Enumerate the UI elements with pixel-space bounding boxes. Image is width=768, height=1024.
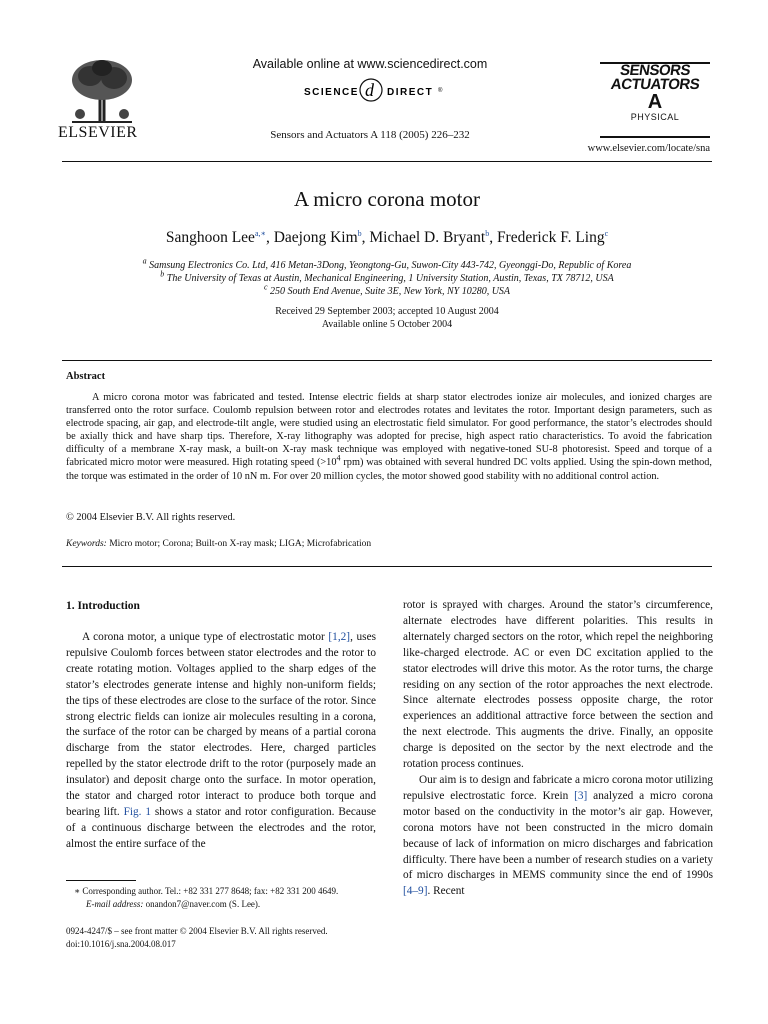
footnote-rule	[66, 880, 136, 881]
elsevier-tree-logo	[62, 56, 142, 124]
section-heading-introduction: 1. Introduction	[66, 600, 140, 612]
article-title: A micro corona motor	[293, 187, 481, 211]
citation-link[interactable]: [4–9]	[403, 885, 428, 898]
journal-url[interactable]: www.elsevier.com/locate/sna	[587, 143, 710, 154]
journal-logo-actuators: ACTUATORS	[609, 76, 701, 93]
body-column-right	[403, 598, 713, 900]
abstract-copyright: © 2004 Elsevier B.V. All rights reserved.	[66, 512, 236, 523]
sd-logo-right-text: DIRECT	[387, 87, 434, 98]
citation-link[interactable]: [1,2]	[328, 631, 351, 643]
abstract-bottom-rule	[62, 566, 712, 567]
abstract-heading: Abstract	[66, 371, 106, 382]
publisher-name: ELSEVIER	[58, 124, 138, 141]
author-name: Michael D. Bryant	[369, 229, 486, 246]
affiliation-a: $^a$ Samsung Electronics Co. Ltd, 416 Metan-3Dong, Yeongtong-Gu, Suwon-City 443-742, Gyeonggi-Do, Republic of Korea	[142, 256, 632, 271]
author-affiliation-mark[interactable]: c	[604, 228, 609, 238]
keywords-list: Micro motor; Corona; Built-on X-ray mask; LIGA; Microfabrication	[109, 539, 372, 549]
author-list: Sanghoon Lee$^{a,∗}$, Daejong Kim$^b$, Michael D. Bryant$^b$, Frederick F. Ling$^c$	[165, 228, 609, 246]
svg-text:®: ®	[438, 88, 443, 94]
available-date: Available online 5 October 2004	[321, 319, 453, 330]
email-address[interactable]: onandon7@naver.com (S. Lee).	[145, 899, 261, 909]
doi-line[interactable]: doi:10.1016/j.sna.2004.08.017	[66, 939, 176, 949]
front-matter	[66, 925, 328, 951]
svg-text:d: d	[365, 80, 374, 100]
journal-logo-sensors: SENSORS	[618, 62, 692, 79]
journal-logo-physical: PHYSICAL	[630, 112, 680, 122]
issn-line: 0924-4247/$ – see front matter © 2004 Elsevier B.V. All rights reserved.	[66, 926, 328, 936]
author-affiliation-mark[interactable]: b	[485, 228, 490, 238]
affiliation-c: $^c$ 250 South End Avenue, Suite 3E, New York, NY 10280, USA	[263, 282, 511, 297]
email-note	[66, 898, 260, 910]
header-rule	[62, 161, 712, 162]
email-label: E-mail address:	[86, 899, 144, 909]
author-name: Sanghoon Lee	[165, 229, 255, 246]
sensors-actuators-journal-logo	[600, 62, 710, 138]
journal-logo-section: A	[647, 91, 663, 113]
citation-link[interactable]: [3]	[574, 789, 588, 802]
keywords	[66, 539, 371, 549]
sd-logo-left-text: SCIENCE	[304, 87, 359, 98]
paragraph: rotor is sprayed with charges. Around the stator’s circumference, alternate electrodes have different polarities. This results in alternately charged sectors on the rotor, which repel the neighboring like-charged electrode. AC or even DC excitation applied to the stator electrodes will drive this motor. As the rotor turns, the charge residing on any section of the rotor approaches the next electrode. Since alternate electrodes possess opposite charge, the rotor experiences an additional attractive force between the section and the next electrode. This augments the drive. Finally, an opposite charge is deposited on the sector by the next electrode and the rotation process continues.	[403, 599, 713, 771]
abstract-body: A micro corona motor was fabricated and tested. Intense electric fields at sharp stator electrodes ionize air molecules, and ionized charges are transferred onto the rotor surface. Coulomb repulsion between rotor and electrodes rotates and levitates the rotor. Important design parameters, such as electrode spacing, air gap, and electrode-tilt angle, were studied using an electrostatic field simulator. For good performance, the stator’s electrodes should be axially thick and have sharp tips. Therefore, X-ray lithography was adopted for precise, high aspect ratio characteristics. To avoid the fabrication difficulty of a membrane X-ray mask, a built-on X-ray mask technique was employed with negative-toned SU-8 photoresist. Speed and torque of a fabricated micro motor were measured. High rotating speed ($>10^4$ rpm) was obtained with several hundred DC volts applied. Using the spin-down method, the torque was estimated in the order of 10 nN m. For over 20 million cycles, the motor showed good stability with no additional control action.	[66, 392, 712, 482]
corresponding-author-note: ∗ Corresponding author. Tel.: +82 331 277 8648; fax: +82 331 200 4649.	[74, 886, 339, 896]
journal-reference: Sensors and Actuators A 118 (2005) 226–232	[270, 129, 470, 141]
paragraph: Our aim is to design and fabricate a micro corona motor utilizing repulsive electrostatic force. Krein [3] analyzed a micro corona motor based on the conductivity in the motor’s air gap. However, corona motors have not been constructed in the micro domain because of lack of information on micro discharges and fabrication difficulty. There have been a number of research studies on a variety of micro discharges in MEMS community since the end of 1990s [4–9]. Recent	[403, 773, 713, 898]
author-name: Daejong Kim	[273, 229, 358, 246]
abstract-top-rule	[62, 360, 712, 361]
author-affiliation-mark[interactable]: b	[357, 228, 362, 238]
author-affiliation-mark[interactable]: a,∗	[254, 228, 266, 238]
received-dates: Received 29 September 2003; accepted 10 August 2004	[275, 306, 499, 317]
body-column-left: A corona motor, a unique type of electrostatic motor [1,2], uses repulsive Coulomb forces between stator electrodes and the rotor to create rotating motion. Voltages applied to the sharp edges of the stator’s electrodes generate intense and highly non-uniform fields; the tips of these electrodes are close to the surface of the rotor. Since strong electric fields can ionize air molecules resulting in a corona, the surface of the rotor can be charged by means of a partial corona discharge from the stator electrodes. Here, charged particles repelled by the stator electrode drift to the rotor (purposely made an insulator) and deposit charge onto the surface. In motor operation, the stator and charged rotor interact to produce both torque and bearing lift. Fig. 1 shows a stator and rotor configuration. Because of a continuous discharge between the electrodes and the rotor, almost the entire surface of the	[66, 631, 376, 850]
sciencedirect-logo	[262, 76, 480, 106]
author-name: Frederick F. Ling	[496, 229, 605, 246]
affiliation-b: $^b$ The University of Texas at Austin, Mechanical Engineering, 1 University Station, Austin, Texas, TX 78712, USA	[160, 269, 614, 284]
keywords-label: Keywords:	[66, 539, 107, 549]
available-online-text: Available online at www.sciencedirect.com	[252, 57, 488, 71]
figure-link[interactable]: Fig. 1	[123, 805, 152, 818]
